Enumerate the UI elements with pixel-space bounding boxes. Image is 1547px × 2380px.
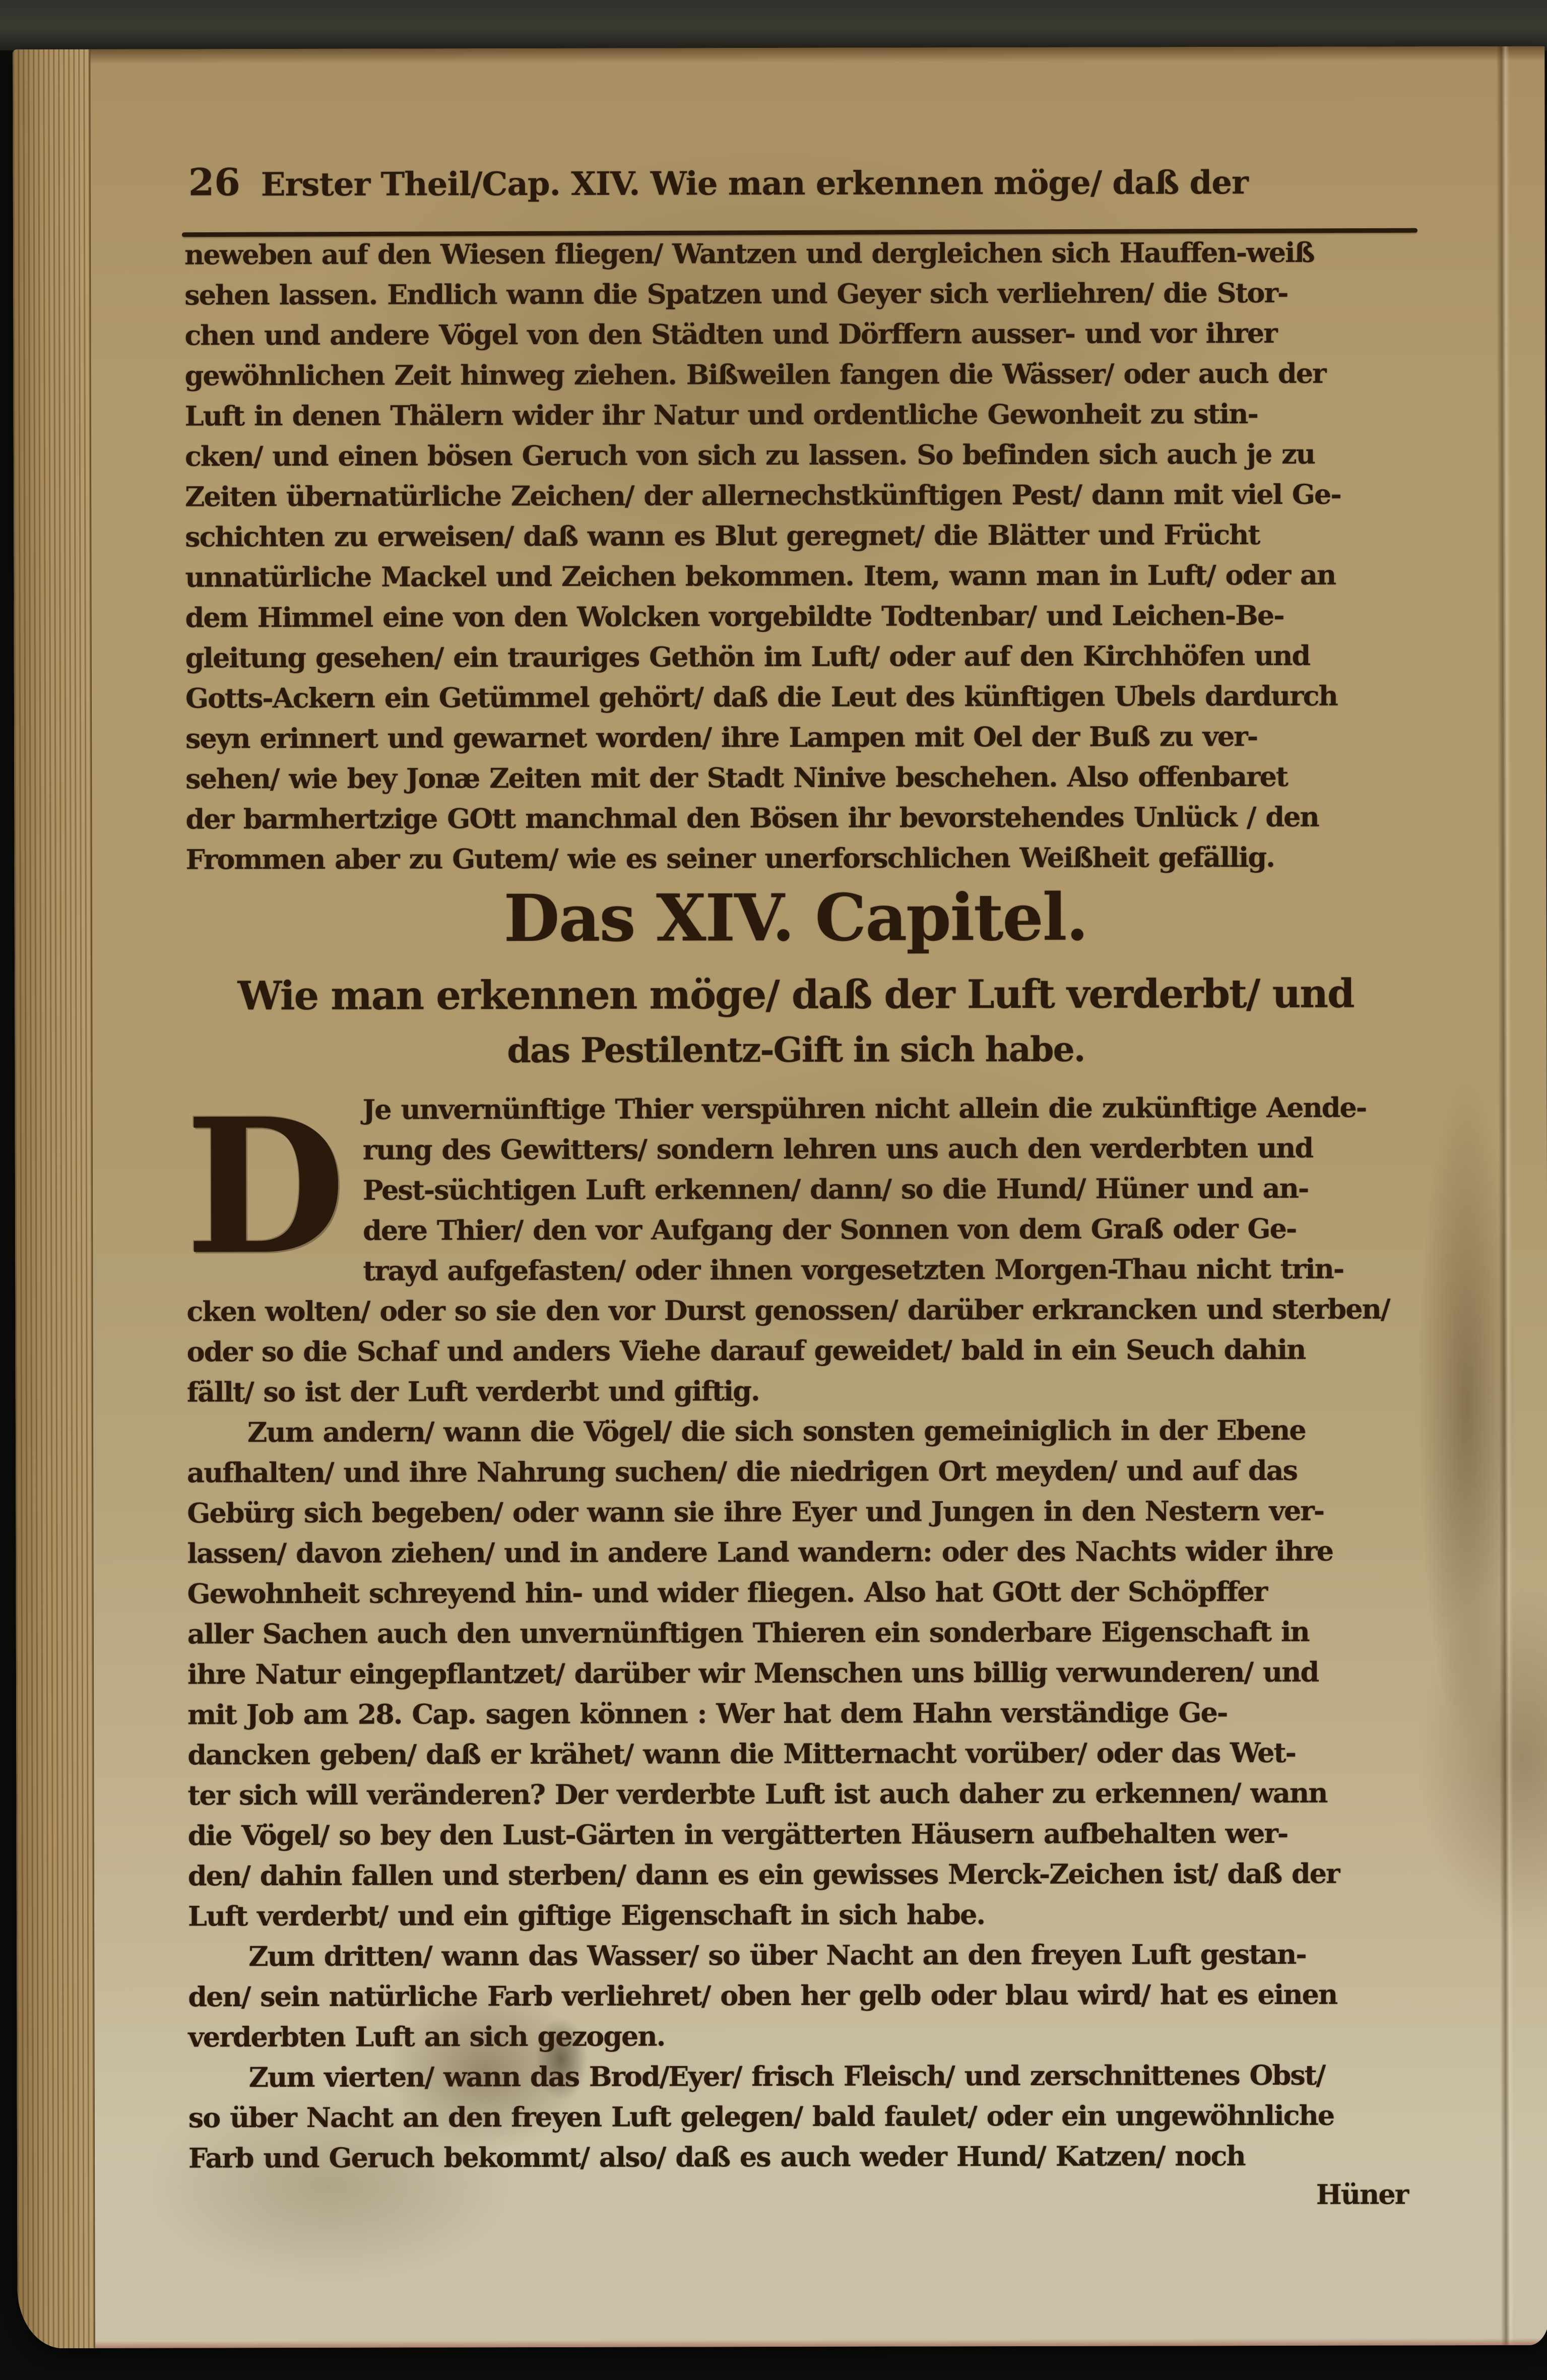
text-line: Frommen aber zu Gutem/ wie es seiner unerforschlichen Weißheit gefällig. — [185, 841, 1275, 876]
text-line: aller Sachen auch den unvernünftigen Thieren ein sonderbare Eigenschaft in — [187, 1615, 1309, 1650]
chapter-subtitle-line1: Wie man erkennen möge/ daß der Luft verderbt/ und — [237, 971, 1354, 1019]
text-line: sehen lassen. Endlich wann die Spatzen und Geyer sich verliehren/ die Stor- — [184, 276, 1288, 311]
text-line: gleitung gesehen/ ein trauriges Gethön im Luft/ oder auf den Kirchhöfen und — [185, 639, 1310, 674]
text-line: cken wolten/ oder so sie den vor Durst genossen/ darüber erkrancken und sterben/ — [186, 1293, 1390, 1328]
book-page — [13, 46, 1547, 2348]
text-line: dancken geben/ daß er krähet/ wann die Mitternacht vorüber/ oder das Wet- — [187, 1736, 1296, 1771]
text-line: lassen/ davon ziehen/ und in andere Land wandern: oder des Nachts wider ihre — [187, 1534, 1333, 1570]
text-line: fällt/ so ist der Luft verderbt und giftig. — [186, 1375, 759, 1408]
text-line: sehen/ wie bey Jonæ Zeiten mit der Stadt Ninive beschehen. Also offenbaret — [185, 760, 1287, 795]
text-line: neweben auf den Wiesen fliegen/ Wantzen und dergleichen sich Hauffen-weiß — [184, 236, 1314, 271]
text-line: Zum dritten/ wann das Wasser/ so über Nacht an den freyen Luft gestan- — [248, 1938, 1306, 1973]
running-header: Erster Theil/Cap. XIV. Wie man erkennen möge/ daß der — [261, 164, 1248, 204]
text-line: Gewohnheit schreyend hin- und wider fliegen. Also hat GOtt der Schöpffer — [187, 1575, 1267, 1610]
text-line: Luft verderbt/ und ein giftige Eigenschaft in sich habe. — [187, 1898, 985, 1933]
text-line: Je unvernünftige Thier verspühren nicht allein die zukünftige Aende- — [362, 1091, 1367, 1126]
text-line: den/ sein natürliche Farb verliehret/ oben her gelb oder blau wird/ hat es einen — [188, 1978, 1337, 2013]
text-line: oder so die Schaf und anders Viehe darauf geweidet/ bald in ein Seuch dahin — [186, 1333, 1306, 1368]
page-fore-edge — [13, 49, 95, 2348]
text-line: dem Himmel eine von den Wolcken vorgebildte Todtenbar/ und Leichen-Be- — [185, 599, 1284, 634]
drop-cap-initial: D — [184, 1077, 346, 1296]
text-line: rung des Gewitters/ sondern lehren uns auch den verderbten und — [362, 1131, 1313, 1166]
text-line: die Vögel/ so bey den Lust-Gärten in vergätterten Häusern aufbehalten wer- — [187, 1817, 1288, 1852]
text-line: Zum vierten/ wann das Brod/Eyer/ frisch Fleisch/ und zerschnittenes Obst/ — [248, 2059, 1325, 2094]
text-line: Luft in denen Thälern wider ihr Natur und ordentliche Gewonheit zu stin- — [184, 398, 1258, 432]
text-line: cken/ und einen bösen Geruch von sich zu lassen. So befinden sich auch je zu — [184, 437, 1315, 473]
text-line: gewöhnlichen Zeit hinweg ziehen. Bißweilen fangen die Wässer/ oder auch der — [184, 357, 1326, 392]
text-line: aufhalten/ und ihre Nahrung suchen/ die niedrigen Ort meyden/ und auf das — [187, 1454, 1298, 1489]
text-line: chen und andere Vögel von den Städten und Dörffern ausser- und vor ihrer — [184, 316, 1277, 352]
text-line: ter sich will veränderen? Der verderbte Luft ist auch daher zu erkennen/ wann — [187, 1776, 1327, 1812]
text-line: so über Nacht an den freyen Luft gelegen/ bald faulet/ oder ein ungewöhnliche — [188, 2099, 1334, 2134]
text-line: dere Thier/ den vor Aufgang der Sonnen von dem Graß oder Ge- — [363, 1212, 1297, 1247]
text-line: Pest-süchtigen Luft erkennen/ dann/ so die Hund/ Hüner und an- — [362, 1172, 1309, 1206]
text-line: mit Job am 28. Cap. sagen können : Wer hat dem Hahn verständige Ge- — [187, 1696, 1228, 1731]
text-line: trayd aufgefasten/ oder ihnen vorgesetzten Morgen-Thau nicht trin- — [363, 1252, 1344, 1287]
text-line: der barmhertzige GOtt manchmal den Bösen ihr bevorstehendes Unlück / den — [185, 800, 1319, 835]
page-number: 26 — [188, 161, 240, 205]
gutter-crease — [1496, 46, 1514, 2345]
text-line: ihre Natur eingepflantzet/ darüber wir Menschen uns billig verwunderen/ und — [187, 1655, 1319, 1691]
text-line: schichten zu erweisen/ daß wann es Blut geregnet/ die Blätter und Frücht — [185, 519, 1260, 553]
text-line: Zum andern/ wann die Vögel/ die sich sonsten gemeiniglich in der Ebene — [247, 1413, 1306, 1449]
text-line: Gebürg sich begeben/ oder wann sie ihre Eyer und Jungen in den Nestern ver- — [187, 1494, 1324, 1529]
chapter-title: Das XIV. Capitel. — [503, 879, 1088, 957]
text-line: Zeiten übernatürliche Zeichen/ der allernechstkünftigen Pest/ dann mit viel Ge- — [185, 478, 1341, 513]
chapter-subtitle-line2: das Pestilentz-Gift in sich habe. — [507, 1029, 1085, 1071]
text-line: Farb und Geruch bekommt/ also/ daß es auch weder Hund/ Katzen/ noch — [188, 2140, 1245, 2174]
text-line: seyn erinnert und gewarnet worden/ ihre Lampen mit Oel der Buß zu ver- — [185, 720, 1258, 755]
text-line: verderbten Luft an sich gezogen. — [188, 2020, 665, 2053]
text-line: unnatürliche Mackel und Zeichen bekommen. Item, wann man in Luft/ oder an — [185, 558, 1336, 594]
text-line: Gotts-Ackern ein Getümmel gehört/ daß die Leut des künftigen Ubels dardurch — [185, 679, 1337, 715]
text-line: den/ dahin fallen und sterben/ dann es ein gewisses Merck-Zeichen ist/ daß der — [187, 1857, 1339, 1892]
catchword: Hüner — [1316, 2178, 1408, 2211]
scanner-background-band — [0, 0, 1547, 50]
paper-surface — [13, 46, 1547, 2348]
